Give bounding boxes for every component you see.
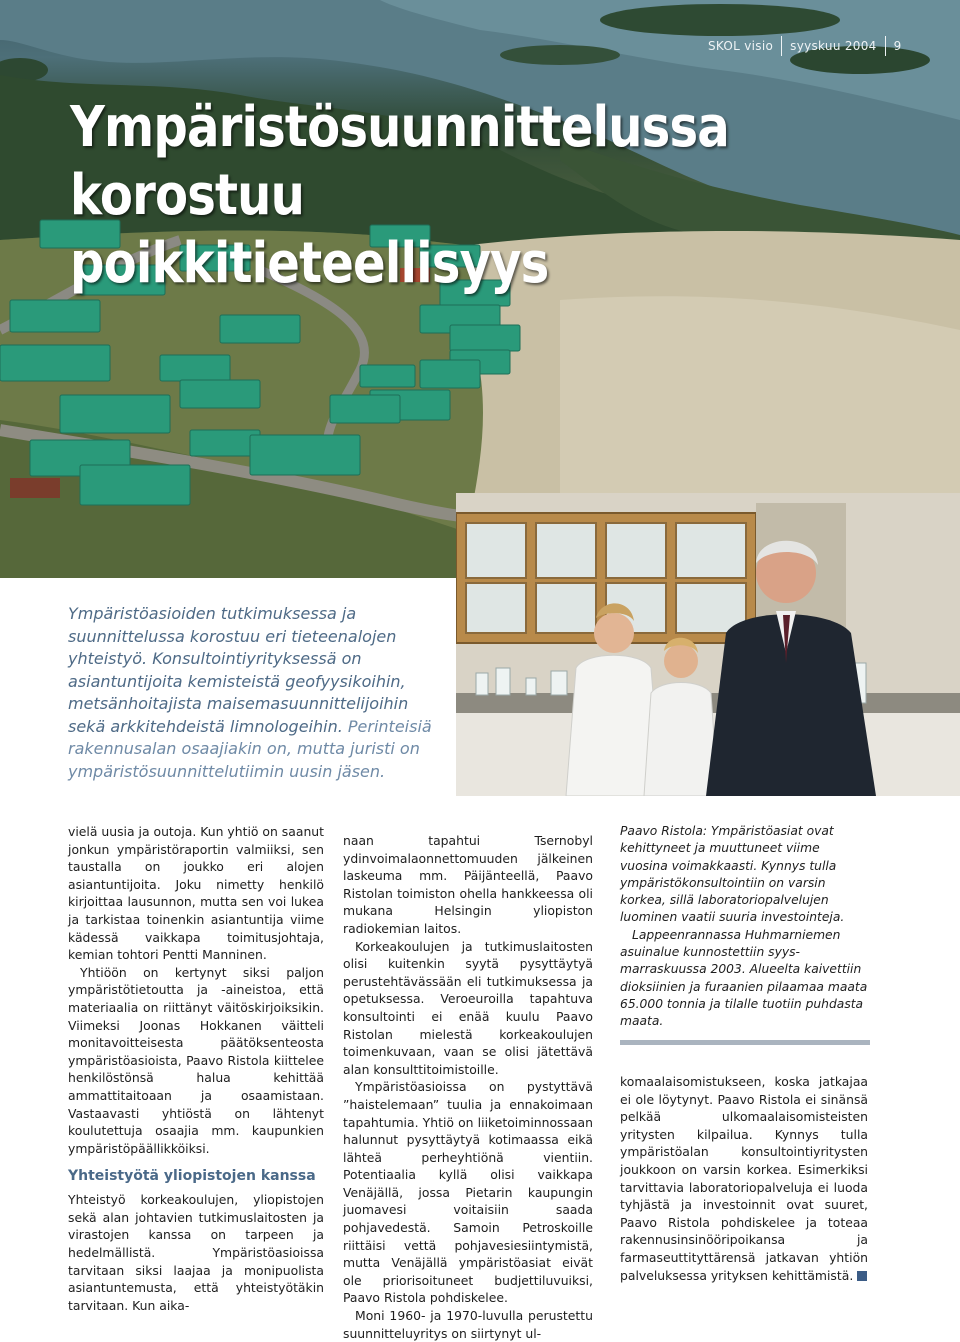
body-paragraph: Yhtiöön on kertynyt siksi paljon ympäristötietoutta ja -aineistoa, että materiaalia on riittänyt väitöskirjoiksikin. Viimeksi Joonas Hokkanen väitteli monitavoitteisesta päätöksenteosta ympäristöasioista, Paavo Ristola kiittelee henkilöstönsä halua kehittää ammattitaitoaan ja osaamistaan. Vastaavasti yhtiöstä on lähtenyt koulutettuja osaajia mm. kaupunkien ympäristöpäällikköiksi. [68,964,324,1156]
lab-photo [456,493,960,796]
lab-scene [456,493,960,796]
body-paragraph: Ympäristöasioissa on pystyttävä ”haistelemaan” tuulia ja ennakoimaan tapahtumia. Yhtiö on liiketoiminnossaan halunnut pysyttäytyä kotimaassa eikä lähteä perheyhtiönä vientiin. Potentiaalia kyllä olisi vaikkapa Venäjällä, jossa Pietarin kaupungin juomavesi voitaisiin saada pohjavedestä. Samoin Petroskoille riittäisi vettä pohjavesiesiintymistä, mutta Venäjällä ympäristöasiat eivät ole priorisoituneet budjettiluvuiksi, Paavo Ristola pohdiskelee. [343,1079,593,1306]
body-paragraph: Moni 1960- ja 1970-luvulla perustettu suunnitteluyritys on siirtynyt ul- [343,1308,593,1341]
page-header [700,36,910,56]
headline-line-1: Ympäristösuunnittelussa [70,95,729,160]
lead-paragraph [68,603,448,783]
body-paragraph: vielä uusia ja outoja. Kun yhtiö on saanut jonkun ympäristöraportin valmiiksi, sen taustalla on joukko eri alojen asiantuntijoita. Joku nimetty henkilö kirjoittaa lausunnon, mutta sen voi lukea ja tarkistaa toinenkin asiantuntija viime kädessä vaikkapa toimitusjohtaja, kemian tohtori Pentti Manninen. [68,824,325,963]
page-number: 9 [893,39,902,53]
body-paragraph: Yhteistyö korkeakoulujen, yliopistojen sekä alan johtavien tutkimuslaitosten ja virastojen kanssa on tarpeen ja hedelmällistä. Ympäristöasioissa tarvitaan siksi laajaa ja monipuolista asiantuntemusta, että yhteistyötäkin tarvitaan. Kun aika- [68,1192,324,1313]
body-paragraph: komaalaisomistukseen, koska jatkajaa ei ole löytynyt. Paavo Ristola ei sinänsä pelkää ulkomaalaisomisteisten yritysten kilpailua. Kynnys tulla ympäristöalan konsultointiyritysten joukkoon on varsin korkea. Esimerkiksi tarvittavia laboratoriopalveluja ei luoda tyhjästä ja investoinnit ovat suuret, Paavo Ristola pohdiskelee ja toteaa rakennusinsinööripoikansa ja farmaseuttityttärensä jatkavan yhtiön palveluksessa yrityksen kehittämistä. [620,1074,868,1283]
section-subheading: Yhteistyötä yliopistojen kanssa [68,1168,316,1185]
aerial-photo-caption: Lappeenrannassa Huhmarniemen asuinalue kunnostettiin syys-marraskuussa 2003. Alueelta kaivettiin dioksiinien ja furaanien pilaamaa maata 65.000 tonnia ja tilalle tuotiin puhdasta maata. [620,927,868,1029]
caption-divider [620,1040,870,1045]
lead-part-1: Ympäristöasioiden tutkimuksessa ja suunnittelussa korostuu eri tieteenalojen yhteistyö. Konsultointiyrityksessä on asiantuntijoita kemisteistä geofyysikoihin, metsänhoitajista maisemasuunnittelijoihin sekä arkkitehdeistä limnologeihin. [68,604,409,736]
photo-captions [620,823,870,1031]
headline-line-2: korostuu poikkitieteellisyys [70,163,549,296]
lab-photo-caption: Paavo Ristola: Ympäristöasiat ovat kehittyneet ja muuttuneet viime vuosina voimakkaasti. Kynnys tulla ympäristökonsultointiin on varsin korkea, sillä laboratoriopalvelujen luominen vaatii suuria investointeja. [620,824,845,925]
lead-part-2: Perinteisiä rakennusalan osaajiakin on, mutta juristi on ympäristösuunnittelutiimin uusin jäsen. [68,716,432,781]
body-column-2 [343,832,593,1342]
magazine-name: SKOL visio [708,39,774,53]
issue-date: syyskuu 2004 [790,39,877,53]
body-paragraph: Korkeakoulujen ja tutkimuslaitosten olisi kuitenkin syytä pysyttäytyä perustehtävässään eli tutkimuksessa ja opetuksessa. Veroeuroilla tapahtuva konsultointi ei enää kuulu Paavo Ristolan mielestä korkeakoulujen toimenkuvaan, vaan se olisi jätettävä alan konsulttitoimistoille. [343,938,593,1077]
body-paragraph: naan tapahtui Tsernobyl ydinvoimalaonnettomuuden jälkeinen laskeuma mm. Päijänteellä, Paavo Ristolan toimiston ohella hankkeessa oli mukana Helsingin yliopiston radiokemian laitos. [343,833,593,936]
aerial-photo [0,0,960,578]
article-headline [70,94,784,298]
body-column-3 [620,1073,868,1284]
article-end-mark [857,1271,867,1281]
body-column-1 [68,823,324,1314]
